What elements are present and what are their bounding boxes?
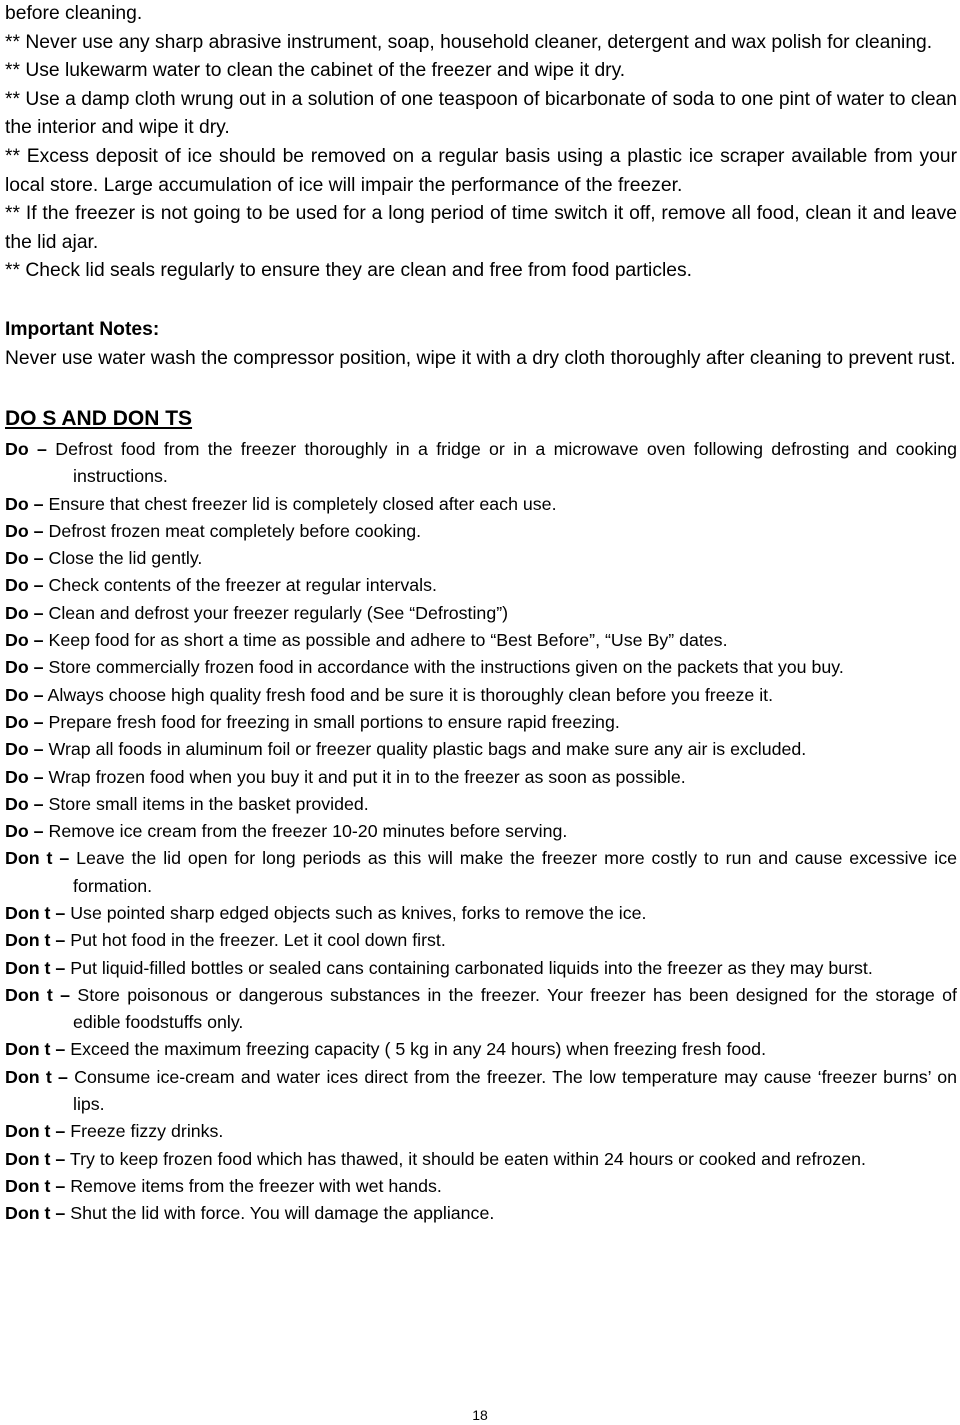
do-item bbox=[5, 572, 957, 599]
dont-text: Shut the lid with force. You will damage the appliance. bbox=[70, 1203, 495, 1224]
do-item bbox=[5, 600, 957, 627]
cleaning-line: ** Never use any sharp abrasive instrument, soap, household cleaner, detergent and wax polish for cleaning. bbox=[5, 31, 933, 53]
do-label: Do – bbox=[5, 793, 44, 814]
dont-text: Consume ice-cream and water ices direct from the freezer. The low temperature may cause ‘freezer burns’ on lips. bbox=[73, 1066, 957, 1115]
dos-donts-list bbox=[5, 436, 957, 1228]
dont-item bbox=[5, 982, 957, 1037]
do-item bbox=[5, 709, 957, 736]
dont-text: Remove items from the freezer with wet hands. bbox=[70, 1175, 442, 1196]
do-item bbox=[5, 736, 957, 763]
dont-label: Don t – bbox=[5, 930, 66, 951]
dont-item bbox=[5, 1118, 957, 1145]
do-item bbox=[5, 491, 957, 518]
do-item bbox=[5, 764, 957, 791]
dont-item bbox=[5, 1146, 957, 1173]
do-text: Ensure that chest freezer lid is completely closed after each use. bbox=[48, 493, 557, 514]
dont-item bbox=[5, 1064, 957, 1119]
dont-text: Use pointed sharp edged objects such as knives, forks to remove the ice. bbox=[70, 902, 647, 923]
dont-item bbox=[5, 1173, 957, 1200]
dont-label: Don t – bbox=[5, 984, 71, 1005]
dont-item bbox=[5, 1200, 957, 1227]
do-label: Do – bbox=[5, 711, 44, 732]
do-text: Remove ice cream from the freezer 10-20 minutes before serving. bbox=[48, 821, 568, 842]
dont-text: Exceed the maximum freezing capacity ( 5 kg in any 24 hours) when freezing fresh food. bbox=[70, 1039, 767, 1060]
dos-donts-heading: DO S AND DON TS bbox=[5, 406, 193, 430]
do-item bbox=[5, 682, 957, 709]
dont-text: Leave the lid open for long periods as this will make the freezer more costly to run and cause excessive ice formation. bbox=[73, 848, 957, 896]
do-text: Always choose high quality fresh food and be sure it is thoroughly clean before you freeze it. bbox=[47, 684, 774, 705]
document-page bbox=[5, 0, 957, 1228]
dont-text: Put hot food in the freezer. Let it cool down first. bbox=[70, 930, 446, 951]
dont-item bbox=[5, 900, 957, 927]
do-label: Do – bbox=[5, 575, 44, 596]
cleaning-line: ** Excess deposit of ice should be removed on a regular basis using a plastic ice scraper available from your local store. Large accumulation of ice will impair the performance of the freezer. bbox=[5, 145, 957, 196]
do-label: Do – bbox=[5, 438, 47, 459]
cleaning-line: ** Use a damp cloth wrung out in a solution of one teaspoon of bicarbonate of soda to one pint of water to clean the interior and wipe it dry. bbox=[5, 88, 957, 139]
dont-label: Don t – bbox=[5, 1203, 66, 1224]
dont-label: Don t – bbox=[5, 902, 66, 923]
dont-label: Don t – bbox=[5, 1121, 66, 1142]
do-item bbox=[5, 627, 957, 654]
do-label: Do – bbox=[5, 739, 44, 760]
do-item bbox=[5, 436, 957, 491]
do-text: Check contents of the freezer at regular intervals. bbox=[48, 575, 437, 596]
dont-item bbox=[5, 955, 957, 982]
dont-label: Don t – bbox=[5, 1066, 68, 1087]
do-label: Do – bbox=[5, 548, 44, 569]
dont-item bbox=[5, 1036, 957, 1063]
do-text: Defrost frozen meat completely before cooking. bbox=[48, 520, 422, 541]
cleaning-line: ** Use lukewarm water to clean the cabinet of the freezer and wipe it dry. bbox=[5, 60, 626, 82]
do-item bbox=[5, 818, 957, 845]
do-text: Keep food for as short a time as possible and adhere to “Best Before”, “Use By” dates. bbox=[48, 630, 728, 651]
do-item bbox=[5, 654, 957, 681]
do-label: Do – bbox=[5, 684, 44, 705]
dont-label: Don t – bbox=[5, 957, 66, 978]
cleaning-line: ** Check lid seals regularly to ensure they are clean and free from food particles. bbox=[5, 260, 692, 282]
dont-text: Store poisonous or dangerous substances in the freezer. Your freezer has been designed for the storage of edible foodstuffs only. bbox=[73, 984, 957, 1033]
do-text: Close the lid gently. bbox=[48, 548, 203, 569]
dont-text: Put liquid-filled bottles or sealed cans containing carbonated liquids into the freezer as they may burst. bbox=[70, 957, 873, 978]
do-item bbox=[5, 545, 957, 572]
do-label: Do – bbox=[5, 630, 44, 651]
dont-label: Don t – bbox=[5, 848, 70, 869]
do-text: Store small items in the basket provided. bbox=[48, 793, 369, 814]
do-label: Do – bbox=[5, 657, 44, 678]
dont-label: Don t – bbox=[5, 1175, 66, 1196]
dont-text: Try to keep frozen food which has thawed, it should be eaten within 24 hours or cooked and refrozen. bbox=[69, 1148, 866, 1169]
do-label: Do – bbox=[5, 493, 44, 514]
dont-item bbox=[5, 927, 957, 954]
cleaning-line: before cleaning. bbox=[5, 3, 143, 24]
do-label: Do – bbox=[5, 602, 44, 623]
do-text: Prepare fresh food for freezing in small portions to ensure rapid freezing. bbox=[48, 711, 620, 732]
dont-text: Freeze fizzy drinks. bbox=[70, 1121, 224, 1142]
dont-item bbox=[5, 845, 957, 900]
cleaning-line: ** If the freezer is not going to be used for a long period of time switch it off, remove all food, clean it and leave the lid ajar. bbox=[5, 203, 957, 253]
do-label: Do – bbox=[5, 766, 44, 787]
do-label: Do – bbox=[5, 520, 44, 541]
dont-label: Don t – bbox=[5, 1148, 66, 1169]
do-text: Defrost food from the freezer thoroughly in a fridge or in a microwave oven following defrosting and cooking instructions. bbox=[55, 438, 957, 487]
do-text: Wrap all foods in aluminum foil or freezer quality plastic bags and make sure any air is excluded. bbox=[48, 739, 807, 760]
do-text: Clean and defrost your freezer regularly (See “Defrosting”) bbox=[48, 602, 509, 623]
important-notes-body: Never use water wash the compressor position, wipe it with a dry cloth thoroughly after cleaning to prevent rust. bbox=[5, 347, 956, 369]
do-text: Wrap frozen food when you buy it and put it in to the freezer as soon as possible. bbox=[48, 766, 686, 787]
do-item bbox=[5, 791, 957, 818]
dont-label: Don t – bbox=[5, 1039, 66, 1060]
do-text: Store commercially frozen food in accordance with the instructions given on the packets that you buy. bbox=[48, 657, 844, 678]
do-label: Do – bbox=[5, 821, 44, 842]
important-notes-heading: Important Notes: bbox=[5, 318, 160, 340]
page-number: 18 bbox=[472, 1407, 488, 1423]
do-item bbox=[5, 518, 957, 545]
